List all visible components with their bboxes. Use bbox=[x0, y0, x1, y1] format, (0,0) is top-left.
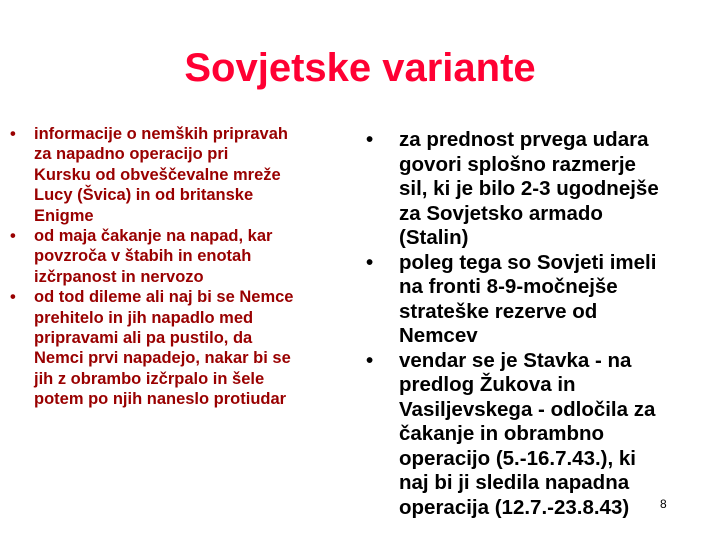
bullet-text-line: jih z obrambo izčrpalo in šele bbox=[34, 369, 265, 388]
bullet-text-line: sil, ki je bilo 2-3 ugodnejše bbox=[399, 177, 659, 200]
bullet-icon: • bbox=[366, 128, 374, 151]
right-bullet-item bbox=[362, 251, 712, 349]
bullet-text-line: operacija (12.7.-23.8.43) bbox=[399, 495, 630, 519]
left-bullet-list bbox=[8, 124, 348, 410]
bullet-text-line: strateške rezerve od bbox=[399, 299, 598, 323]
bullet-text-line: potem po njih naneslo protiudar bbox=[34, 390, 287, 409]
bullet-icon: • bbox=[10, 227, 16, 246]
bullet-icon: • bbox=[366, 250, 374, 274]
bullet-text-line: Nemci prvi napadejo, nakar bi se bbox=[34, 349, 291, 368]
bullet-text-line: prehitelo in jih napadlo med bbox=[34, 308, 254, 327]
slide-title: Sovjetske variante bbox=[184, 46, 536, 90]
page-number: 8 bbox=[660, 497, 667, 511]
bullet-text-line: od tod dileme ali naj bi se Nemce bbox=[34, 288, 294, 307]
bullet-text-line: Kursku od obveščevalne mreže bbox=[34, 165, 281, 184]
bullet-icon: • bbox=[10, 125, 16, 143]
bullet-text-line: Lucy (Švica) in od britanske bbox=[34, 186, 254, 205]
bullet-text-line: naj bi ji sledila napadna bbox=[399, 471, 630, 494]
bullet-text-line: predlog Žukova in bbox=[399, 373, 576, 396]
left-bullet-item bbox=[8, 287, 348, 409]
left-bullet-item bbox=[8, 226, 348, 287]
right-bullet-item bbox=[362, 349, 712, 521]
bullet-text-line: na fronti 8-9-močnejše bbox=[399, 275, 618, 298]
bullet-text-line: operacijo (5.-16.7.43.), ki bbox=[399, 446, 636, 470]
bullet-text-line: Nemcev bbox=[399, 324, 478, 347]
bullet-text-line: za Sovjetsko armado bbox=[399, 201, 603, 225]
bullet-text-line: čakanje in obrambno bbox=[399, 422, 605, 445]
right-bullet-item bbox=[362, 128, 712, 251]
bullet-text-line: za napadno operacijo pri bbox=[34, 145, 229, 164]
bullet-text-line: izčrpanost in nervozo bbox=[34, 267, 204, 286]
bullet-text-line: poleg tega so Sovjeti imeli bbox=[399, 250, 657, 274]
bullet-text-line: (Stalin) bbox=[399, 226, 469, 249]
bullet-text-line: Enigme bbox=[34, 206, 94, 225]
bullet-text-line: govori splošno razmerje bbox=[399, 152, 636, 176]
bullet-text-line: pripravami ali pa pustilo, da bbox=[34, 329, 253, 348]
bullet-icon: • bbox=[366, 348, 374, 372]
bullet-text-line: Vasiljevskega - odločila za bbox=[399, 397, 656, 421]
bullet-text-line: od maja čakanje na napad, kar bbox=[34, 227, 273, 246]
bullet-text-line: povzroča v štabih in enotah bbox=[34, 247, 252, 266]
bullet-text-line: za prednost prvega udara bbox=[399, 128, 649, 151]
right-bullet-list bbox=[362, 128, 712, 520]
bullet-text-line: vendar se je Stavka - na bbox=[399, 348, 632, 372]
bullet-text-line: informacije o nemških pripravah bbox=[34, 125, 288, 143]
left-bullet-item bbox=[8, 124, 348, 226]
bullet-icon: • bbox=[10, 288, 16, 307]
